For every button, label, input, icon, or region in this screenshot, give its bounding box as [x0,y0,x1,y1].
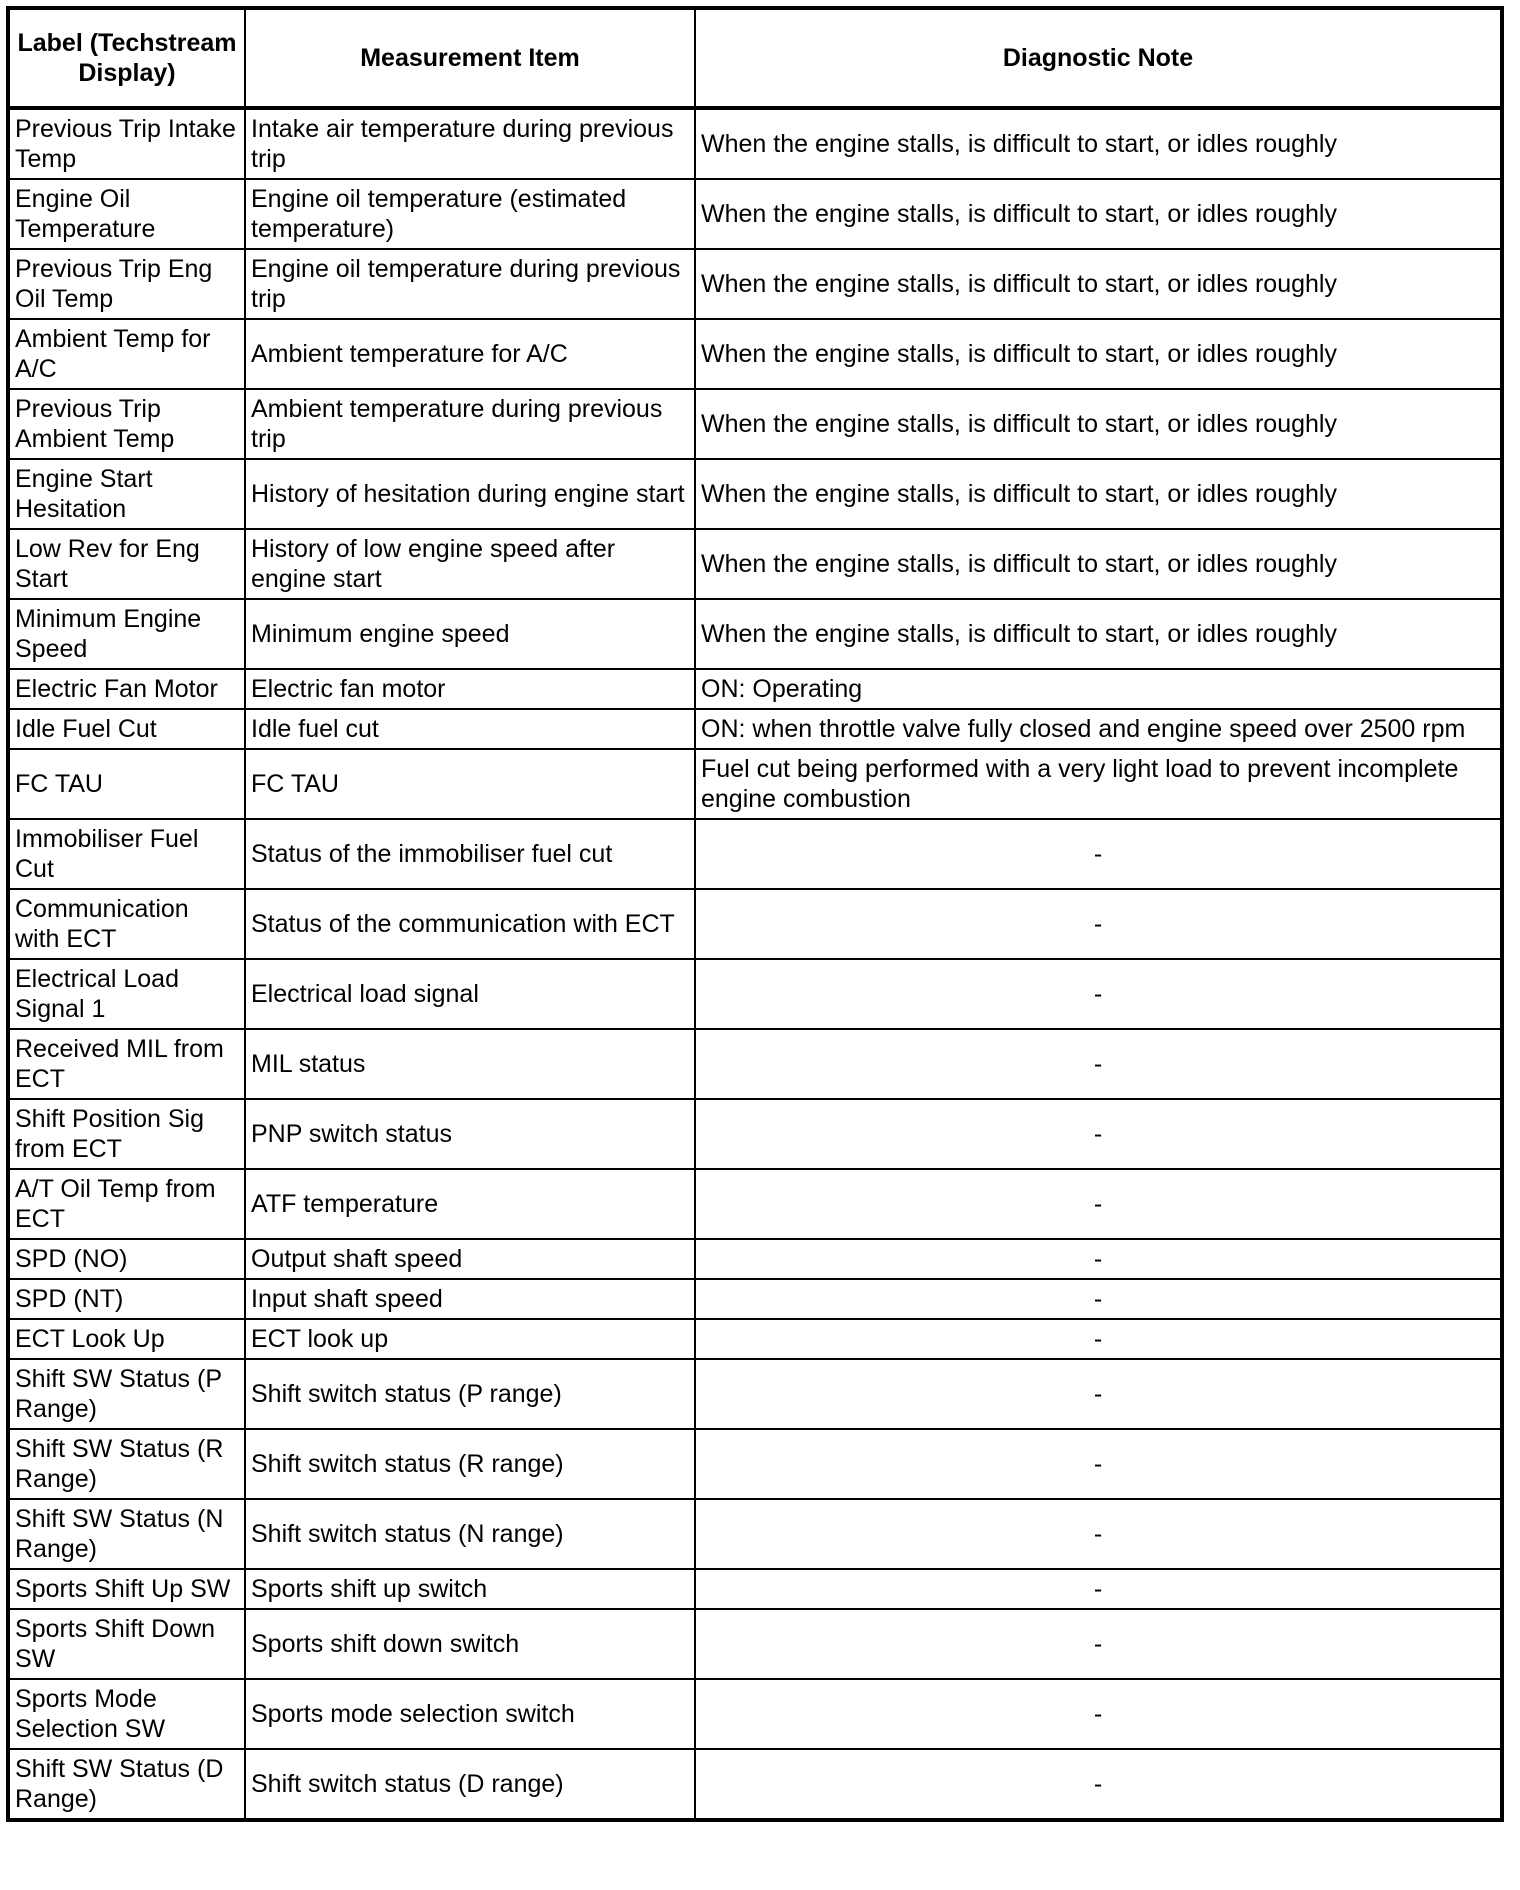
table-row [8,1169,1502,1239]
note-cell: When the engine stalls, is difficult to start, or idles roughly [695,108,1502,179]
label-cell: Sports Shift Up SW [8,1569,245,1609]
measurement-cell: Sports shift up switch [245,1569,695,1609]
label-cell: Engine Oil Temperature [8,179,245,249]
note-cell: When the engine stalls, is difficult to start, or idles roughly [695,249,1502,319]
data-list-sheet [6,6,1500,1822]
header-label: Label (Techstream Display) [8,8,245,108]
table-row [8,889,1502,959]
label-cell: Previous Trip Intake Temp [8,108,245,179]
label-cell: Idle Fuel Cut [8,709,245,749]
measurement-cell: Electric fan motor [245,669,695,709]
measurement-cell: Ambient temperature during previous trip [245,389,695,459]
measurement-cell: History of low engine speed after engine start [245,529,695,599]
measurement-cell: Status of the communication with ECT [245,889,695,959]
note-cell: When the engine stalls, is difficult to start, or idles roughly [695,529,1502,599]
header-diagnostic-note: Diagnostic Note [695,8,1502,108]
table-row [8,669,1502,709]
label-cell: Sports Shift Down SW [8,1609,245,1679]
measurement-cell: PNP switch status [245,1099,695,1169]
table-row [8,1569,1502,1609]
label-cell: Ambient Temp for A/C [8,319,245,389]
table-row [8,1239,1502,1279]
table-row [8,1679,1502,1749]
table-row [8,599,1502,669]
note-cell: - [695,1169,1502,1239]
note-cell: - [695,889,1502,959]
label-cell: Low Rev for Eng Start [8,529,245,599]
measurement-cell: Engine oil temperature (estimated temperature) [245,179,695,249]
measurement-cell: Engine oil temperature during previous trip [245,249,695,319]
label-cell: Shift SW Status (D Range) [8,1749,245,1820]
note-cell: - [695,1499,1502,1569]
label-cell: Previous Trip Ambient Temp [8,389,245,459]
table-row [8,959,1502,1029]
measurement-cell: Shift switch status (N range) [245,1499,695,1569]
note-cell: When the engine stalls, is difficult to start, or idles roughly [695,319,1502,389]
note-cell: ON: when throttle valve fully closed and engine speed over 2500 rpm [695,709,1502,749]
label-cell: Sports Mode Selection SW [8,1679,245,1749]
measurement-cell: Idle fuel cut [245,709,695,749]
measurement-cell: Sports shift down switch [245,1609,695,1679]
note-cell: - [695,1429,1502,1499]
note-cell: - [695,1279,1502,1319]
table-row [8,249,1502,319]
label-cell: Communication with ECT [8,889,245,959]
table-row [8,1749,1502,1820]
note-cell: When the engine stalls, is difficult to start, or idles roughly [695,179,1502,249]
table-row [8,709,1502,749]
note-cell: - [695,819,1502,889]
note-cell: - [695,1099,1502,1169]
table-row [8,1319,1502,1359]
table-row [8,389,1502,459]
measurement-cell: Intake air temperature during previous trip [245,108,695,179]
label-cell: Received MIL from ECT [8,1029,245,1099]
note-cell: - [695,1569,1502,1609]
note-cell: Fuel cut being performed with a very light load to prevent incomplete engine combustion [695,749,1502,819]
measurement-cell: Output shaft speed [245,1239,695,1279]
note-cell: - [695,959,1502,1029]
note-cell: When the engine stalls, is difficult to start, or idles roughly [695,599,1502,669]
table-row [8,108,1502,179]
table-row [8,1499,1502,1569]
table-header-row [8,8,1502,108]
measurement-cell: ECT look up [245,1319,695,1359]
table-row [8,529,1502,599]
note-cell: When the engine stalls, is difficult to start, or idles roughly [695,459,1502,529]
label-cell: FC TAU [8,749,245,819]
label-cell: Electrical Load Signal 1 [8,959,245,1029]
note-cell: - [695,1749,1502,1820]
label-cell: SPD (NT) [8,1279,245,1319]
measurement-cell: Minimum engine speed [245,599,695,669]
measurement-cell: Sports mode selection switch [245,1679,695,1749]
table-row [8,1029,1502,1099]
measurement-cell: Status of the immobiliser fuel cut [245,819,695,889]
label-cell: Shift SW Status (R Range) [8,1429,245,1499]
label-cell: Immobiliser Fuel Cut [8,819,245,889]
label-cell: ECT Look Up [8,1319,245,1359]
label-cell: Engine Start Hesitation [8,459,245,529]
label-cell: A/T Oil Temp from ECT [8,1169,245,1239]
label-cell: Minimum Engine Speed [8,599,245,669]
measurement-cell: History of hesitation during engine start [245,459,695,529]
measurement-cell: Shift switch status (P range) [245,1359,695,1429]
note-cell: - [695,1679,1502,1749]
table-row [8,179,1502,249]
measurement-cell: Input shaft speed [245,1279,695,1319]
label-cell: SPD (NO) [8,1239,245,1279]
table-row [8,819,1502,889]
measurement-cell: Ambient temperature for A/C [245,319,695,389]
label-cell: Shift SW Status (N Range) [8,1499,245,1569]
measurement-cell: Electrical load signal [245,959,695,1029]
label-cell: Electric Fan Motor [8,669,245,709]
header-measurement-item: Measurement Item [245,8,695,108]
note-cell: - [695,1359,1502,1429]
table-row [8,1359,1502,1429]
note-cell: When the engine stalls, is difficult to start, or idles roughly [695,389,1502,459]
table-row [8,1429,1502,1499]
note-cell: - [695,1239,1502,1279]
measurement-cell: ATF temperature [245,1169,695,1239]
measurement-cell: Shift switch status (R range) [245,1429,695,1499]
table-row [8,1099,1502,1169]
note-cell: - [695,1029,1502,1099]
measurement-cell: FC TAU [245,749,695,819]
label-cell: Shift SW Status (P Range) [8,1359,245,1429]
measurement-cell: MIL status [245,1029,695,1099]
label-cell: Shift Position Sig from ECT [8,1099,245,1169]
label-cell: Previous Trip Eng Oil Temp [8,249,245,319]
table-row [8,1609,1502,1679]
table-row [8,1279,1502,1319]
measurement-cell: Shift switch status (D range) [245,1749,695,1820]
note-cell: - [695,1609,1502,1679]
table-row [8,319,1502,389]
note-cell: ON: Operating [695,669,1502,709]
data-list-table [6,6,1504,1822]
note-cell: - [695,1319,1502,1359]
table-row [8,459,1502,529]
table-row [8,749,1502,819]
